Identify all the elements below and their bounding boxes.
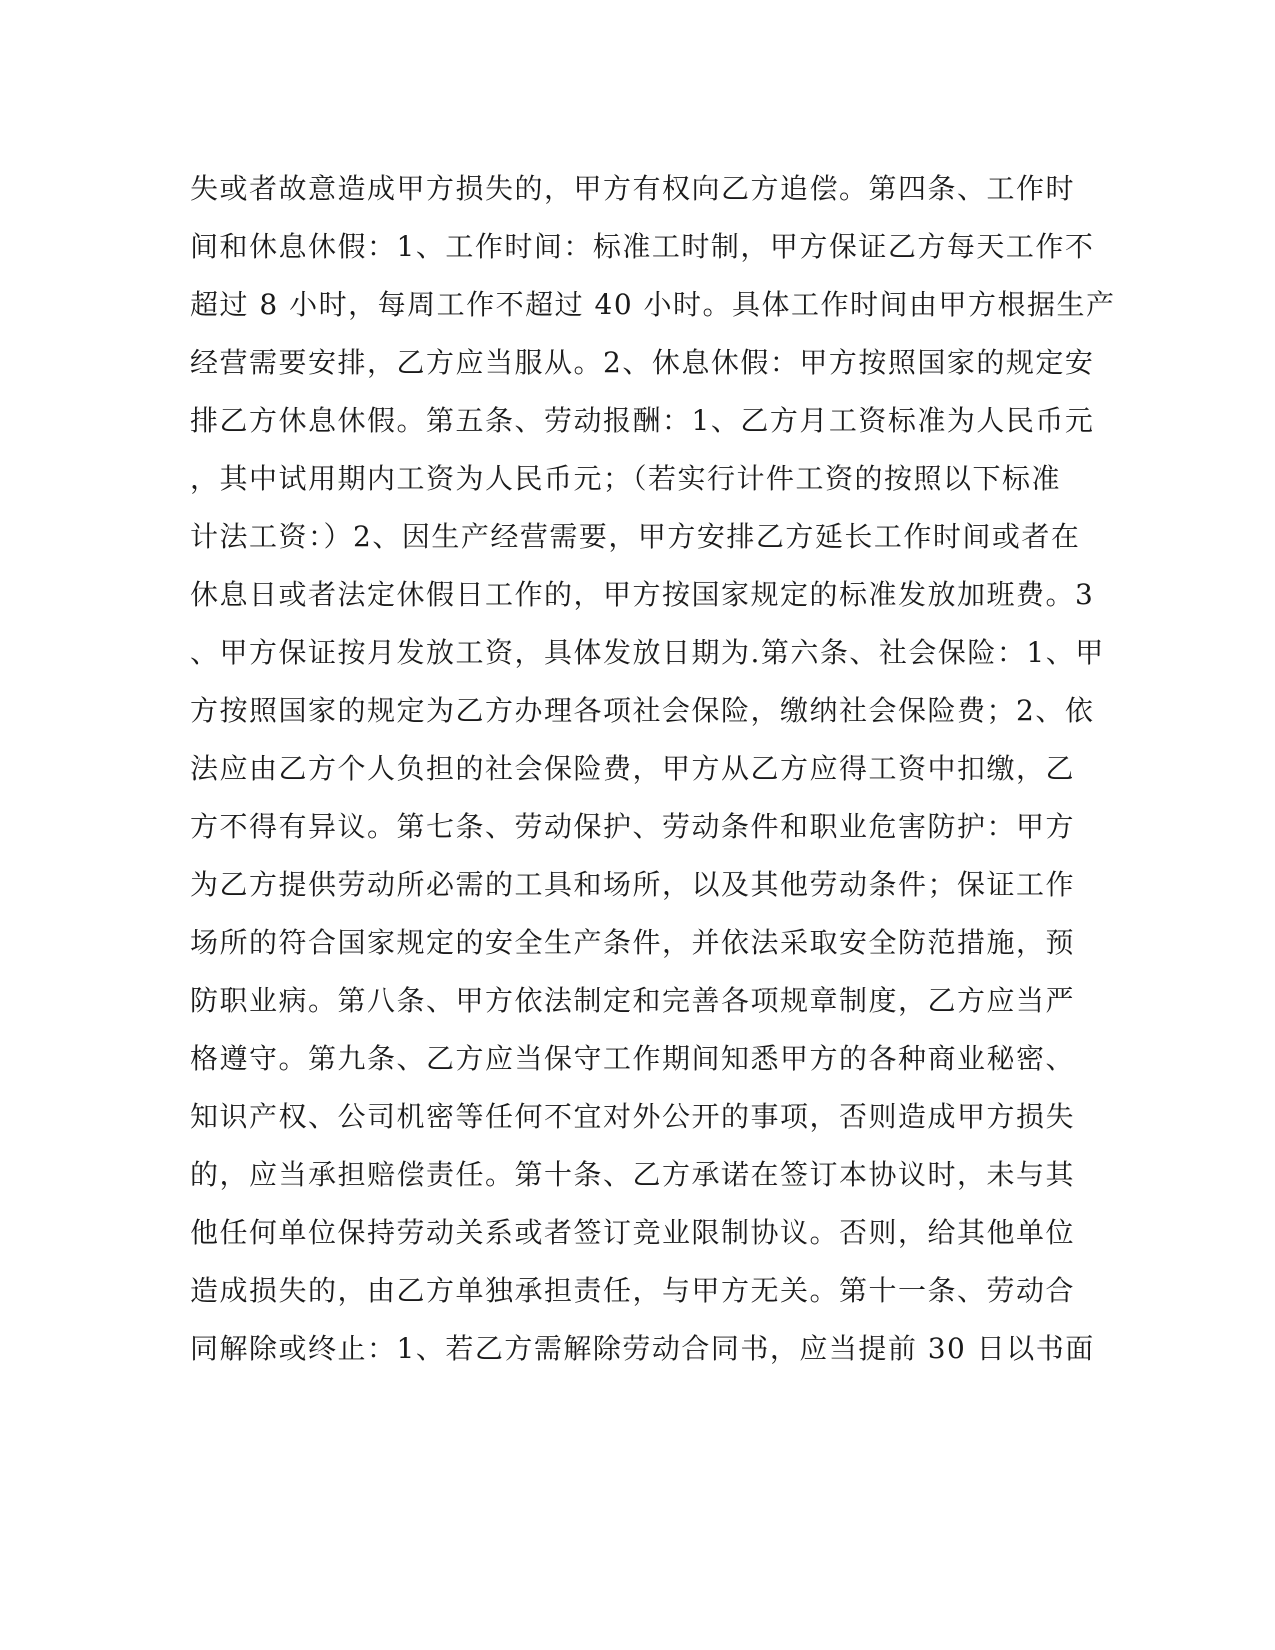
- text-line: 法应由乙方个人负担的社会保险费，甲方从乙方应得工资中扣缴，乙: [190, 752, 1076, 785]
- text-line: 经营需要安排，乙方应当服从。2、休息休假：甲方按照国家的规定安: [190, 346, 1095, 379]
- text-line: 计法工资：）2、因生产经营需要，甲方安排乙方延长工作时间或者在: [190, 520, 1081, 553]
- text-line: 失或者故意造成甲方损失的，甲方有权向乙方追偿。第四条、工作时: [190, 172, 1076, 205]
- text-line: 超过 8 小时，每周工作不超过 40 小时。具体工作时间由甲方根据生产: [190, 288, 1116, 321]
- text-line: 同解除或终止：1、若乙方需解除劳动合同书，应当提前 30 日以书面: [190, 1332, 1095, 1365]
- text-line: 方不得有异议。第七条、劳动保护、劳动条件和职业危害防护：甲方: [190, 810, 1076, 843]
- text-line: 的，应当承担赔偿责任。第十条、乙方承诺在签订本协议时，未与其: [190, 1158, 1076, 1191]
- text-line: 造成损失的，由乙方单独承担责任，与甲方无关。第十一条、劳动合: [190, 1274, 1076, 1307]
- text-line: 知识产权、公司机密等任何不宜对外公开的事项，否则造成甲方损失: [190, 1100, 1076, 1133]
- contract-body-text: [190, 160, 1116, 1378]
- text-line: 休息日或者法定休假日工作的，甲方按国家规定的标准发放加班费。3: [190, 578, 1095, 611]
- text-line: 为乙方提供劳动所必需的工具和场所，以及其他劳动条件；保证工作: [190, 868, 1076, 901]
- text-line: 排乙方休息休假。第五条、劳动报酬：1、乙方月工资标准为人民币元: [190, 404, 1095, 437]
- text-line: 他任何单位保持劳动关系或者签订竞业限制协议。否则，给其他单位: [190, 1216, 1076, 1249]
- text-line: 场所的符合国家规定的安全生产条件，并依法采取安全防范措施，预: [190, 926, 1076, 959]
- text-line: ，其中试用期内工资为人民币元；（若实行计件工资的按照以下标准: [190, 462, 1062, 495]
- text-line: 、甲方保证按月发放工资，具体发放日期为.第六条、社会保险：1、甲: [190, 636, 1105, 669]
- text-line: 方按照国家的规定为乙方办理各项社会保险，缴纳社会保险费；2、依: [190, 694, 1095, 727]
- text-line: 间和休息休假：1、工作时间：标准工时制，甲方保证乙方每天工作不: [190, 230, 1095, 263]
- text-line: 防职业病。第八条、甲方依法制定和完善各项规章制度，乙方应当严: [190, 984, 1076, 1017]
- text-line: 格遵守。第九条、乙方应当保守工作期间知悉甲方的各种商业秘密、: [190, 1042, 1076, 1075]
